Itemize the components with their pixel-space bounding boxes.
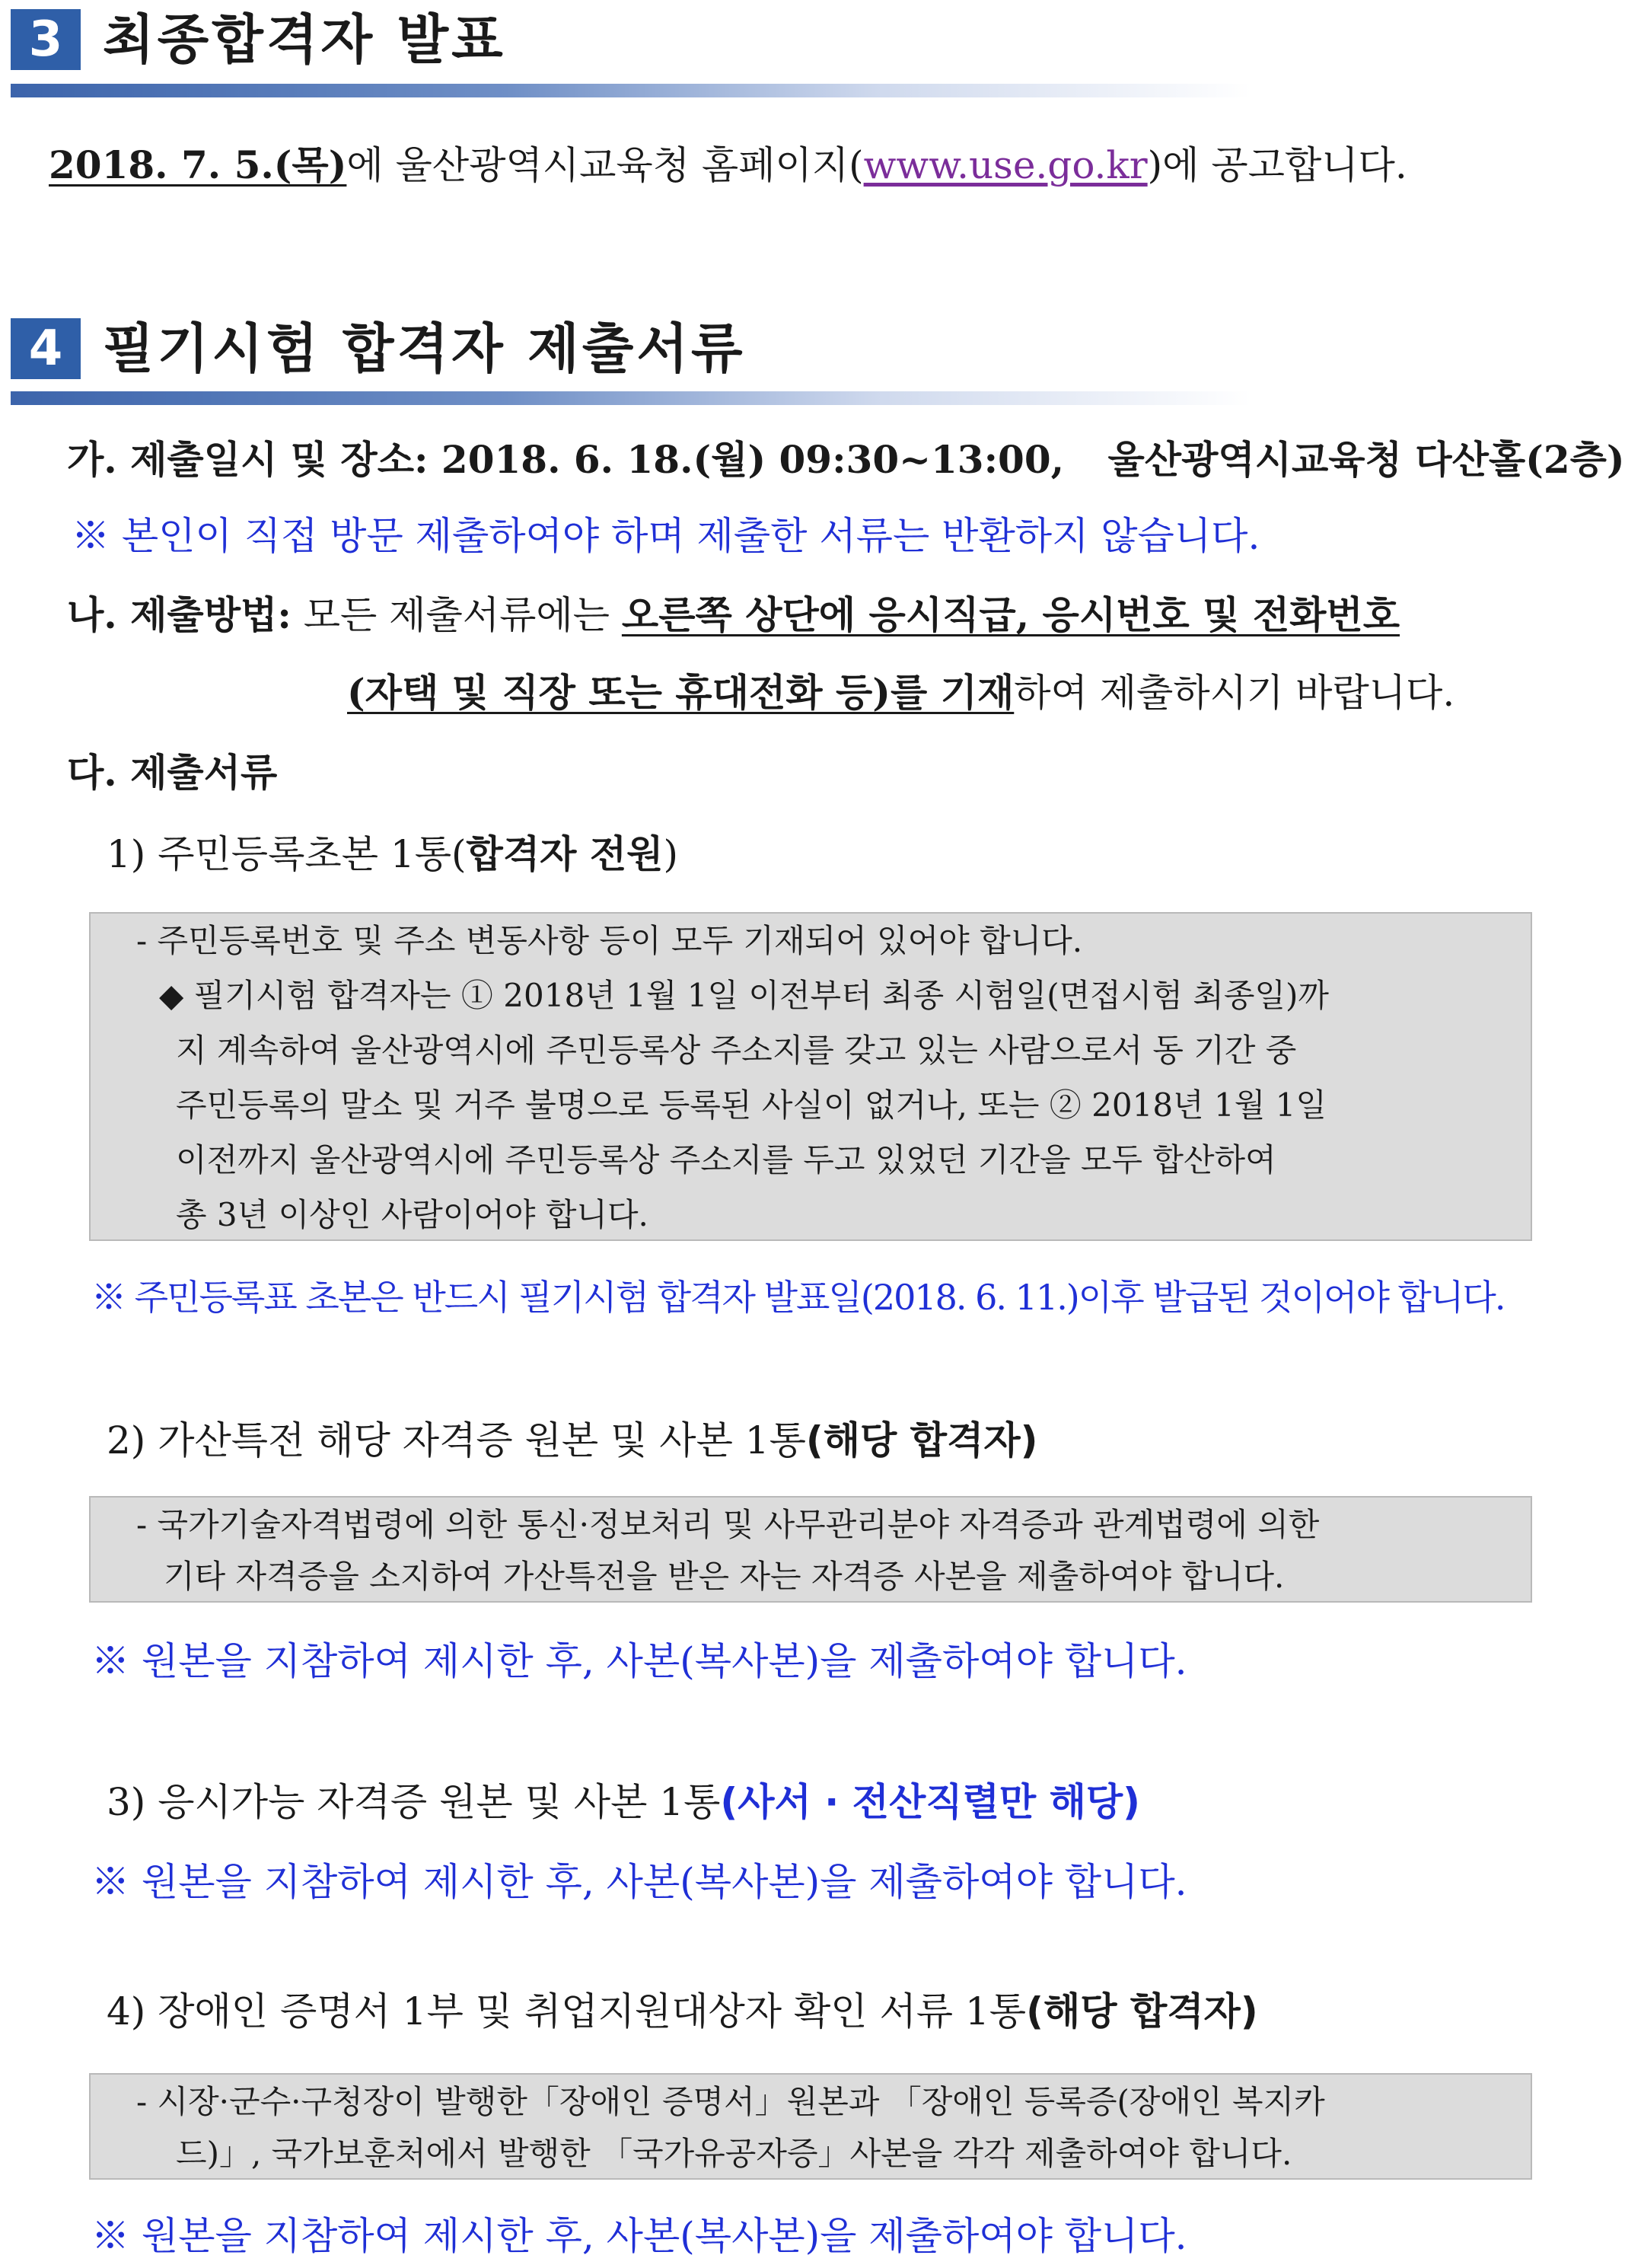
- item2-note: ※ 원본을 지참하여 제시한 후, 사본(복사본)을 제출하여야 합니다.: [91, 1639, 1187, 1683]
- item4-box-line-1: 드)」, 국가보훈처에서 발행한 「국가유공자증」사본을 각각 제출하여야 합니다.: [176, 2135, 1292, 2172]
- item1-box-line-0: - 주민등록번호 및 주소 변동사항 등이 모두 기재되어 있어야 합니다.: [136, 922, 1083, 959]
- item3-title-bold: (사서 · 전산직렬만 해당): [720, 1780, 1141, 1824]
- item3-title-text: 3) 응시가능 자격증 원본 및 사본 1통: [107, 1780, 721, 1824]
- item2-box-line-1: 기타 자격증을 소지하여 가산특전을 받은 자는 자격증 사본을 제출하여야 합니다.: [164, 1558, 1285, 1595]
- item4-title-bold: (해당 합격자): [1026, 1989, 1258, 2034]
- na-text2: 하여 제출하시기 바랍니다.: [1014, 671, 1455, 715]
- da-label: 다. 제출서류: [67, 750, 278, 795]
- item1-box-line-4: 이전까지 울산광역시에 주민등록상 주소지를 두고 있었던 기간을 모두 합산하여: [176, 1141, 1276, 1179]
- section-title-4: 필기시험 합격자 제출서류: [103, 317, 746, 380]
- item3-note: ※ 원본을 지참하여 제시한 후, 사본(복사본)을 제출하여야 합니다.: [91, 1860, 1187, 1904]
- ga-note: ※ 본인이 직접 방문 제출하여야 하며 제출한 서류는 반환하지 않습니다.: [72, 514, 1260, 558]
- item4-info-box: [89, 2073, 1532, 2180]
- item4-title-text: 4) 장애인 증명서 1부 및 취업지원대상자 확인 서류 1통: [107, 1989, 1027, 2034]
- item3-title: [107, 1778, 1140, 1826]
- section-title-3: 최종합격자 발표: [103, 8, 506, 71]
- announcement-text-end: )에 공고합니다.: [1147, 143, 1407, 187]
- item1-title-text: 1) 주민등록초본 1통(: [107, 832, 467, 876]
- item2-title-text: 2) 가산특전 해당 자격증 원본 및 사본 1통: [107, 1418, 806, 1463]
- item4-title: [107, 1987, 1258, 2036]
- item1-title-bold: 합격자 전원: [466, 832, 664, 876]
- item1-box-line-1: ◆ 필기시험 합격자는 ① 2018년 1월 1일 이전부터 최종 시험일(면접시험 최종일)까: [159, 977, 1329, 1014]
- item1-info-box: [89, 912, 1532, 1241]
- item1-box-line-3: 주민등록의 말소 및 거주 불명으로 등록된 사실이 없거나, 또는 ② 2018년 1월 1일: [176, 1086, 1327, 1124]
- homepage-link[interactable]: www.use.go.kr: [863, 143, 1148, 187]
- item1-box-line-2: 지 계속하여 울산광역시에 주민등록상 주소지를 갖고 있는 사람으로서 동 기간 중: [176, 1032, 1297, 1069]
- na-underline1: 오른쪽 상단에 응시직급, 응시번호 및 전화번호: [621, 592, 1400, 637]
- item4-note: ※ 원본을 지참하여 제시한 후, 사본(복사본)을 제출하여야 합니다.: [91, 2214, 1187, 2258]
- announcement-line: [49, 141, 1407, 190]
- item1-title-end: ): [663, 832, 678, 876]
- na-label: 나. 제출방법:: [67, 592, 292, 637]
- section-rule-4: [11, 391, 1251, 405]
- item2-info-box: [89, 1496, 1532, 1603]
- na-text1: 모든 제출서류에는: [303, 593, 610, 637]
- item2-title: [107, 1416, 1038, 1465]
- announcement-text: 에 울산광역시교육청 홈페이지(: [346, 143, 864, 187]
- item4-box-line-0: - 시장·군수·구청장이 발행한「장애인 증명서」원본과 「장애인 등록증(장애인 복지카: [136, 2083, 1325, 2120]
- section-rule-3: [11, 84, 1251, 97]
- ga-label: 가. 제출일시 및 장소:: [67, 437, 429, 482]
- section-number-3: 3: [11, 9, 81, 70]
- na-line-1: [67, 591, 1400, 640]
- item1-box-line-5: 총 3년 이상인 사람이어야 합니다.: [176, 1196, 648, 1233]
- ga-datetime: 2018. 6. 18.(월) 09:30~13:00,: [441, 437, 1065, 482]
- ga-place: 울산광역시교육청 다산홀(2층): [1107, 437, 1625, 482]
- item2-box-line-0: - 국가기술자격법령에 의한 통신·정보처리 및 사무관리분야 자격증과 관계법령에 의한: [136, 1506, 1320, 1543]
- announcement-date: 2018. 7. 5.(목): [49, 142, 347, 187]
- na-underline2: (자택 및 직장 또는 휴대전화 등)를 기재: [347, 670, 1015, 715]
- section-number-4: 4: [11, 318, 81, 379]
- item2-title-bold: (해당 합격자): [805, 1418, 1038, 1463]
- na-line-2: [347, 668, 1455, 717]
- ga-line: [67, 435, 1625, 484]
- item1-note: ※ 주민등록표 초본은 반드시 필기시험 합격자 발표일(2018. 6. 11.)이후 발급된 것이어야 합니다.: [91, 1277, 1505, 1318]
- item1-title: [107, 830, 678, 879]
